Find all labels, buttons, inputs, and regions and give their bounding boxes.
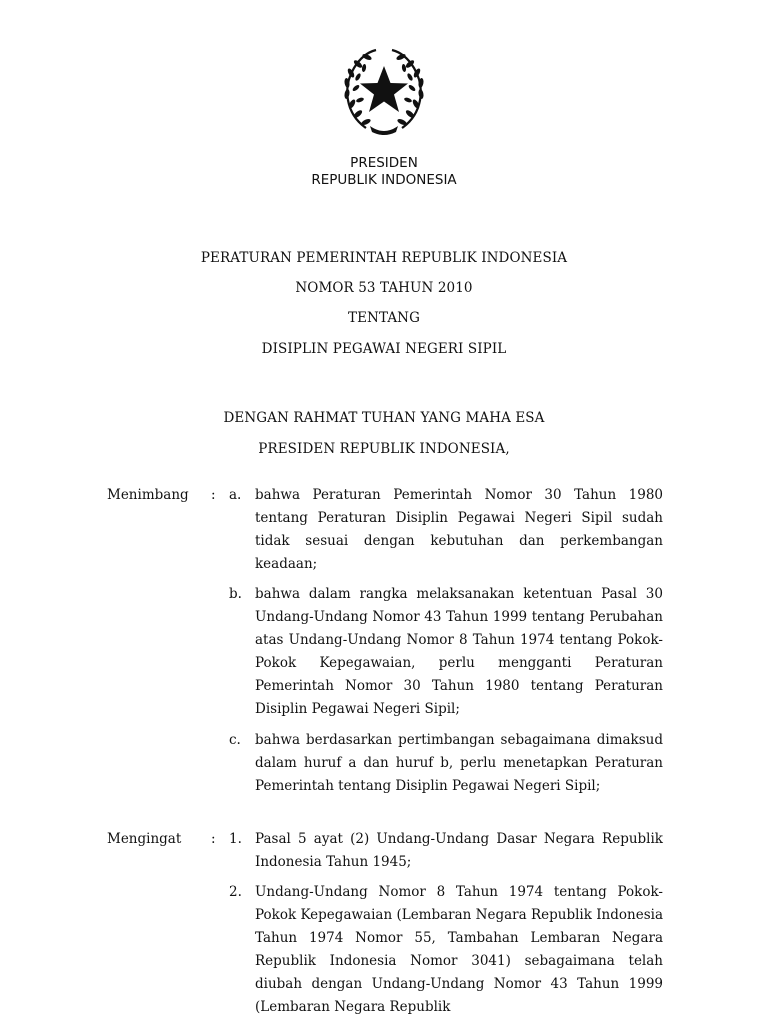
title-number: NOMOR 53 TAHUN 2010 bbox=[295, 280, 473, 296]
menimbang-marker-a: a. bbox=[229, 487, 242, 503]
mengingat-label: Mengingat bbox=[107, 831, 182, 847]
menimbang-colon: : bbox=[211, 487, 216, 503]
menimbang-item-c: bahwa berdasarkan pertimbangan sebagaimana dimaksud dalam huruf a dan huruf b, perlu menetapkan Peraturan Pemerintah tentang Disiplin Pegawai Negeri Sipil; bbox=[255, 732, 663, 794]
title-regulation: PERATURAN PEMERINTAH REPUBLIK INDONESIA bbox=[200, 250, 568, 266]
presidential-seal-star-icon bbox=[336, 44, 432, 138]
menimbang-marker-c: c. bbox=[229, 732, 241, 748]
title-subject: DISIPLIN PEGAWAI NEGERI SIPIL bbox=[261, 341, 507, 357]
mengingat-marker-1: 1. bbox=[229, 831, 242, 847]
preamble-president: PRESIDEN REPUBLIK INDONESIA, bbox=[258, 441, 510, 457]
title-tentang: TENTANG bbox=[348, 310, 420, 326]
mengingat-colon: : bbox=[211, 831, 216, 847]
menimbang-marker-b: b. bbox=[229, 586, 242, 602]
mengingat-item-1: Pasal 5 ayat (2) Undang-Undang Dasar Negara Republik Indonesia Tahun 1945; bbox=[255, 831, 663, 870]
mengingat-item-2: Undang-Undang Nomor 8 Tahun 1974 tentang Pokok-Pokok Kepegawaian (Lembaran Negara Republik Indonesia Tahun 1974 Nomor 55, Tambahan Lembaran Negara Republik Indonesia Nomor 3041) sebagaimana telah diubah dengan Undang-Undang Nomor 43 Tahun 1999 (Lembaran Negara Republik bbox=[255, 884, 663, 1015]
menimbang-label: Menimbang bbox=[107, 487, 189, 503]
header-president: PRESIDEN bbox=[350, 155, 418, 171]
preamble-grace: DENGAN RAHMAT TUHAN YANG MAHA ESA bbox=[223, 410, 545, 426]
header-republic: REPUBLIK INDONESIA bbox=[311, 172, 457, 188]
menimbang-item-a: bahwa Peraturan Pemerintah Nomor 30 Tahun 1980 tentang Peraturan Disiplin Pegawai Negeri Sipil sudah tidak sesuai dengan kebutuhan dan perkembangan keadaan; bbox=[255, 487, 663, 572]
mengingat-marker-2: 2. bbox=[229, 884, 242, 900]
menimbang-item-b: bahwa dalam rangka melaksanakan ketentuan Pasal 30 Undang-Undang Nomor 43 Tahun 1999 tentang Perubahan atas Undang-Undang Nomor 8 Tahun 1974 tentang Pokok-Pokok Kepegawaian, perlu mengganti Peraturan Pemerintah Nomor 30 Tahun 1980 tentang Peraturan Disiplin Pegawai Negeri Sipil; bbox=[255, 586, 663, 717]
